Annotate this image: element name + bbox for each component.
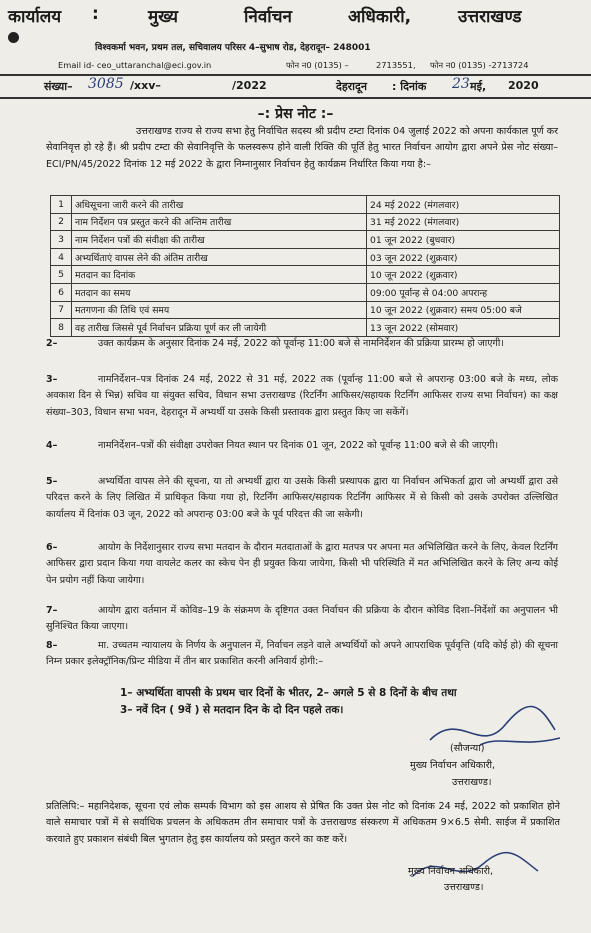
paragraph-number: 2– [46,338,58,349]
paragraph-text: नामनिर्देशन–पत्रों की संवीक्षा उपरोक्त नियत स्थान पर दिनांक 01 जून, 2022 को पूर्वान्ह 11:00 बजे से की जाएगी। [98,440,499,451]
office-address: विश्वकर्मा भवन, प्रथम तल, सचिवालय परिसर 4–सुभाष रोड, देहरादून– 248001 [95,43,371,53]
row-date: 24 मई 2022 (मंगलवार) [367,196,560,214]
paragraph-number: 7– [46,605,58,616]
row-date: 10 जून 2022 (शुक्रवार) [367,266,560,284]
title-word-state: उत्तराखण्ड [458,7,522,27]
row-event: अभ्यर्थिताएं वापस लेने की अंतिम तारीख [72,248,367,266]
ref-place: देहरादून [336,80,367,93]
signatory-state: उत्तराखण्ड। [452,777,492,788]
copy-signatory-title: मुख्य निर्वाचन अधिकारी, [408,866,494,877]
copy-signatory-state: उत्तराखण्ड। [444,882,484,893]
press-note-heading: –: प्रेस नोट :– [257,106,334,122]
row-number: 1 [51,196,72,214]
copy-to-paragraph: प्रतिलिपि:– महानिदेशक, सूचना एवं लोक सम्पर्क विभाग को इस आशय से प्रेषित कि उक्त प्रेस नोट को दिनांक 24 मई, 2022 को प्रकाशित होने वाले समाचार पत्रों में से सर्वाधिक प्रचलन के अधिकतम तीन समाचार पत्रों के उत्तराखण्ड संस्करण में अधिकतम 9×6.5 सेमी. साईज में प्रकाशित करवाते हुए प्रकाशन संबंधी बिल भुगतान हेतु इस कार्यालय को प्रस्तुत करने का कष्ट करें। [46,801,560,845]
row-number: 2 [51,213,72,231]
row-date: 31 मई 2022 (मंगलवार) [367,213,560,231]
paragraph-text: अभ्यर्थिता वापस लेने की सूचना, या तो अभ्यर्थी द्वारा या उसके किसी प्रस्थापक द्वारा या निर्वाचन अभिकर्ता द्वारा जो अभ्यर्थी द्वारा उसे परिदत्त करने के लिए लिखित में प्राधिकृत किया गया हो, रिटर्निंग आफिसर/सहायक रिटर्निंग आफिसर में से किसी को उसके उपरोक्त उल्लिखित कार्यालय में दिनांक 03 जून, 2022 को अपरान्ह 03:00 बजे के पूर्व परिदत्त की जा सकेगी। [46,476,558,520]
row-number: 7 [51,301,72,319]
office-label: कार्यालय [8,7,62,27]
signature-scribble [420,700,570,760]
row-event: वह तारीख जिससे पूर्व निर्वाचन प्रक्रिया पूर्ण कर ली जायेगी [72,319,367,337]
publication-schedule-line-2: 3– नवें दिन ( 9वें ) से मतदान दिन के दो दिन पहले तक। [120,704,344,716]
election-schedule-table [50,195,560,337]
email: Email id- ceo_uttaranchal@eci.gov.in [58,60,212,70]
paragraph-number: 8– [46,640,58,651]
row-number: 6 [51,283,72,301]
paragraph-text: मा. उच्चतम न्यायालय के निर्णय के अनुपालन में, निर्वाचन लड़ने वाले अभ्यर्थियों को अपने आपराधिक पूर्ववृत्ति (यदि कोई हो) की सूचना निम्न प्रकार इलेक्ट्रॉनिक/प्रिन्ट मीडिया में तीन बार प्रकाशित करनी अनिवार्य होगी:– [46,640,558,668]
row-date: 03 जून 2022 (शुक्रवार) [367,248,560,266]
paragraph-6 [46,540,558,589]
table-row [51,231,560,249]
ref-month: मई, [470,80,487,93]
punch-hole [8,32,19,43]
ref-rule [0,97,591,99]
title-word-officer: अधिकारी, [348,7,412,27]
letterhead-title [0,4,591,30]
ref-date-year: 2020 [508,79,539,92]
paragraph-text: आयोग द्वारा वर्तमान में कोविड–19 के संक्रमण के दृष्टिगत उक्त निर्वाचन की प्रक्रिया के दौरान कोविड दिशा–निर्देशों का अनुपालन भी सुनिश्चित किया जाएगा। [46,605,558,633]
row-event: अधिसूचना जारी करने की तारीख [72,196,367,214]
phone-number: 2713551, [376,60,416,70]
title-word-election: निर्वाचन [244,7,292,27]
paragraph-2 [46,336,558,352]
reference-line [0,76,591,97]
signatory-name: (सौजन्या) [450,743,485,754]
ref-number: 3085 [88,76,124,92]
paragraph-number: 3– [46,374,58,385]
title-word-chief: मुख्य [148,7,178,27]
paragraph-text: उक्त कार्यक्रम के अनुसार दिनांक 24 मई, 2022 को पूर्वान्ह 11:00 बजे से नामनिर्देशन की प्रक्रिया प्रारम्भ हो जाएगी। [98,338,504,349]
row-number: 4 [51,248,72,266]
ref-date-label: : दिनांक [392,80,427,93]
intro-paragraph: उत्तराखण्ड राज्य से राज्य सभा हेतु निर्वाचित सदस्य श्री प्रदीप टम्टा दिनांक 04 जुलाई 2022 को अपना कार्यकाल पूर्ण कर सेवानिवृत्त हो रहे हैं। श्री प्रदीप टम्टा की सेवानिवृत्ति के फलस्वरूप होने वाली रिक्ति की पूर्ति हेतु भारत निर्वाचन आयोग द्वारा अपने प्रेस नोट संख्या–ECI/PN/45/2022 दिनांक 12 मई 2022 के द्वारा निम्नानुसार निर्वाचन हेतु कार्यक्रम निर्धारित किया गया है:– [46,126,558,170]
row-number: 8 [51,319,72,337]
paragraph-5 [46,474,558,523]
ref-section: /xxv– [130,79,161,92]
row-date: 09:00 पूर्वान्ह से 04:00 अपरान्ह [367,283,560,301]
table-row [51,196,560,214]
paragraph-8 [46,638,558,671]
table-row [51,266,560,284]
table-row [51,283,560,301]
table-row [51,319,560,337]
paragraph-7 [46,603,558,636]
paragraph-text: आयोग के निर्देशानुसार राज्य सभा मतदान के दौरान मतदाताओं के द्वारा मतपत्र पर अपना मत अभिलिखित करने के लिए, केवल रिटर्निंग आफिसर द्वारा प्रदान किया गया वायलेट कलर का स्केच पेन ही प्रयुक्त किया जायेगा, किसी भी परिस्थिति में मत अभिलिखित करने के लिए अन्य कोई पेन प्रयोग नहीं किया जायेगा। [46,542,558,586]
row-date: 13 जून 2022 (सोमवार) [367,319,560,337]
signatory-title: मुख्य निर्वाचन अधिकारी, [410,760,496,771]
row-event: मतदान का समय [72,283,367,301]
row-event: नाम निर्देशन पत्र प्रस्तुत करने की अन्तिम तारीख [72,213,367,231]
row-number: 5 [51,266,72,284]
table-row [51,248,560,266]
office-colon: : [92,4,99,24]
row-number: 3 [51,231,72,249]
row-date: 01 जून 2022 (बुधवार) [367,231,560,249]
row-event: मतगणना की तिथि एवं समय [72,301,367,319]
ref-year: /2022 [232,79,267,92]
row-event: नाम निर्देशन पत्रों की संवीक्षा की तारीख [72,231,367,249]
paragraph-number: 6– [46,542,58,553]
paragraph-text: नामनिर्देशन–पत्र दिनांक 24 मई, 2022 से 31 मई, 2022 तक (पूर्वान्ह 11:00 बजे से अपरान्ह 03:00 बजे के मध्य, लोक अवकाश दिन से भिन्न) सचिव या संयुक्त सचिव, विधान सभा उत्तराखण्ड (रिटर्निंग आफिसर/सहायक रिटर्निंग आफिसर राज्य सभा निर्वाचन) का कक्ष संख्या–303, विधान सभा भवन, देहरादून में अभ्यर्थी या उसके किसी प्रस्तावक द्वारा प्रस्तुत किए जा सकेंगें। [46,374,558,418]
row-event: मतदान का दिनांक [72,266,367,284]
publication-schedule-line-1: 1– अभ्यर्थिता वापसी के प्रथम चार दिनों के भीतर, 2– अगले 5 से 8 दिनों के बीच तथा [120,687,457,699]
paragraph-number: 5– [46,476,58,487]
ref-day: 23 [452,76,470,92]
row-date: 10 जून 2022 (शुक्रवार) समय 05:00 बजे [367,301,560,319]
phone-label: फोन न0 (0135) – [286,60,349,70]
table-row [51,301,560,319]
table-row [51,213,560,231]
fax: फोन न0 (0135) -2713724 [430,60,529,70]
paragraph-3 [46,372,558,421]
paragraph-4 [46,438,558,454]
paragraph-number: 4– [46,440,58,451]
ref-label: संख्या– [44,80,73,93]
